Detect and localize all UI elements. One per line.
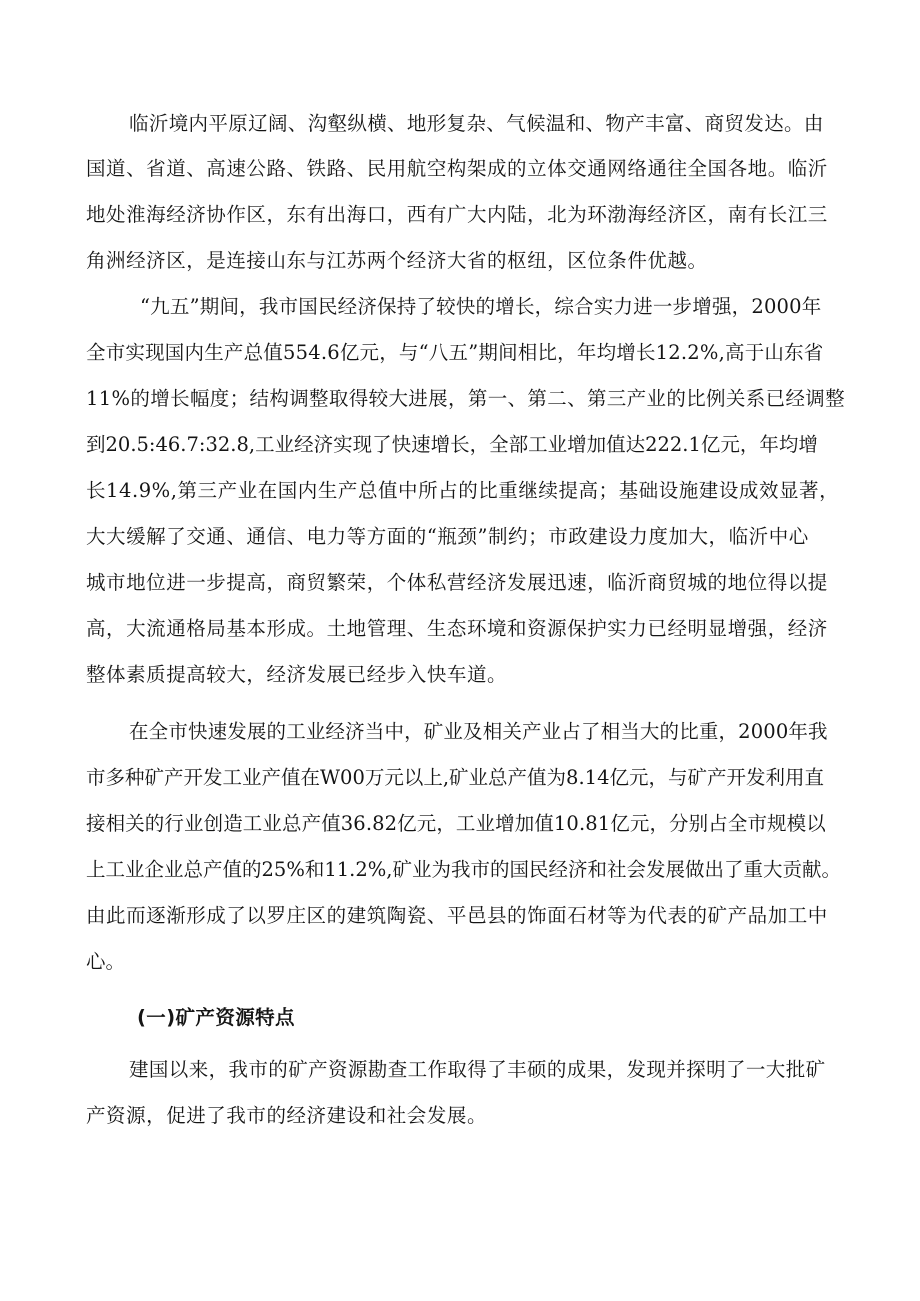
text-line: 整体素质提高较大，经济发展已经步入快车道。 bbox=[86, 663, 508, 686]
section-heading: (一)矿产资源特点 bbox=[137, 1006, 295, 1029]
text-line: 由此而逐渐形成了以罗庄区的建筑陶瓷、平邑县的饰面石材等为代表的矿产品加工中 bbox=[86, 904, 828, 927]
text-line: 长14.9%,第三产业在国内生产总值中所占的比重继续提高；基础设施建设成效显著， bbox=[86, 479, 840, 502]
text-line: 心。 bbox=[86, 950, 126, 973]
text-line: 建国以来，我市的矿产资源勘查工作取得了丰硕的成果，发现并探明了一大批矿 bbox=[129, 1058, 826, 1081]
text-line: 地处淮海经济协作区，东有出海口，西有广大内陆，北为环渤海经济区，南有长江三 bbox=[86, 203, 828, 226]
text-line: 市多种矿产开发工业产值在W00万元以上,矿业总产值为8.14亿元，与矿产开发利用直 bbox=[86, 766, 824, 789]
text-line: 到20.5:46.7:32.8,工业经济实现了快速增长，全部工业增加值达222.1亿元，年均增 bbox=[86, 433, 818, 456]
text-line: “九五”期间，我市国民经济保持了较快的增长，综合实力进一步增强，2000年 bbox=[140, 295, 822, 318]
text-line: 11%的增长幅度；结构调整取得较大进展，第一、第二、第三产业的比例关系已经调整 bbox=[86, 387, 845, 410]
text-line: 上工业企业总产值的25%和11.2%,矿业为我市的国民经济和社会发展做出了重大贡献。 bbox=[86, 858, 841, 881]
text-line: 产资源，促进了我市的经济建设和社会发展。 bbox=[86, 1104, 488, 1127]
text-line: 临沂境内平原辽阔、沟壑纵横、地形复杂、气候温和、物产丰富、商贸发达。由 bbox=[129, 112, 824, 135]
text-line: 城市地位进一步提高，商贸繁荣，个体私营经济发展迅速，临沂商贸城的地位得以提 bbox=[86, 571, 828, 594]
text-line: 角洲经济区，是连接山东与江苏两个经济大省的枢纽，区位条件优越。 bbox=[86, 249, 708, 272]
text-line: 接相关的行业创造工业总产值36.82亿元，工业增加值10.81亿元，分别占全市规模以 bbox=[86, 812, 826, 835]
text-line: 国道、省道、高速公路、铁路、民用航空构架成的立体交通网络通往全国各地。临沂 bbox=[86, 157, 828, 180]
text-line: 大大缓解了交通、通信、电力等方面的“瓶颈”制约；市政建设力度加大，临沂中心 bbox=[86, 525, 809, 548]
text-line: 高，大流通格局基本形成。土地管理、生态环境和资源保护实力已经明显增强，经济 bbox=[86, 617, 828, 640]
text-line: 全市实现国内生产总值554.6亿元，与“八五”期间相比，年均增长12.2%,高于山东省 bbox=[86, 341, 824, 364]
text-line: 在全市快速发展的工业经济当中，矿业及相关产业占了相当大的比重，2000年我 bbox=[129, 720, 828, 743]
